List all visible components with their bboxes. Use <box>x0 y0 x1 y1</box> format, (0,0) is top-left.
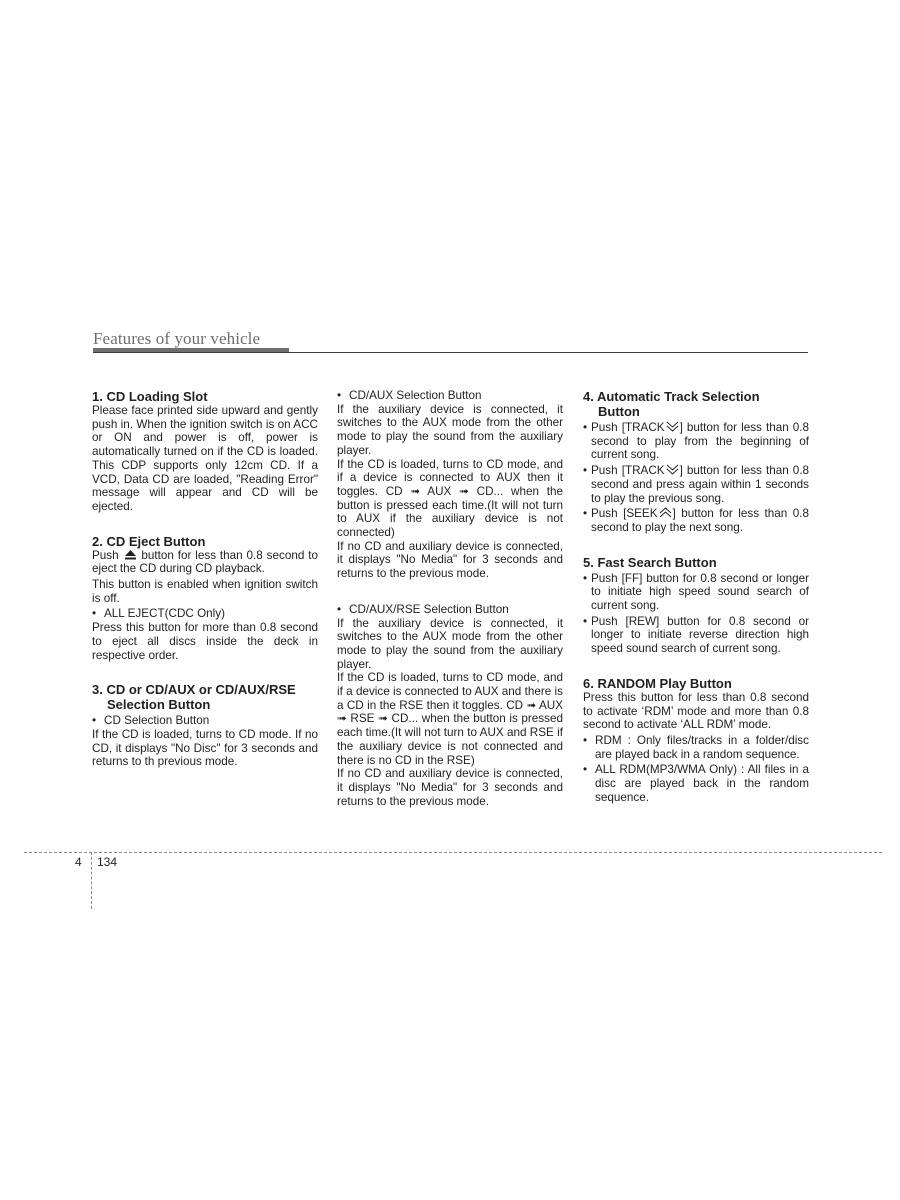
bullet-text: Push [FF] button for 0.8 second or longer to initiate high speed sound search of current song. <box>591 571 809 613</box>
bullet-text: CD/AUX Selection Button <box>349 389 482 402</box>
bullet-dot: • <box>337 389 342 402</box>
paragraph-cd-loading: Please face printed side upward and gently push in. When the ignition switch is on ACC or ON and power is off, power is automatically turned on if the CD is loaded. This CDP supports only 12cm CD. If a VCD, Data CD are loaded, "Reading Error" message will appear and CD will be ejected. <box>92 404 318 513</box>
column-middle <box>337 389 563 808</box>
bullet-dot: • <box>337 602 342 616</box>
footer-dashed-rule <box>24 852 882 853</box>
column-left <box>92 389 318 769</box>
heading-line-2: Button <box>598 404 640 419</box>
bullet-text-pre: Push [TRACK <box>591 421 665 434</box>
paragraph-all-eject: Press this button for more than 0.8 second to eject all discs inside the deck in respective order. <box>92 621 318 662</box>
list-item-cd-aux-selection <box>337 389 563 403</box>
paragraph-cd-selection: If the CD is loaded, turns to CD mode. If no CD, it displays "No Disc" for 3 seconds and returns to th previous mode. <box>92 727 318 769</box>
bullet-dot: • <box>583 571 588 585</box>
paragraph-cd-aux-3: If no CD and auxiliary device is connected, it displays "No Media" for 3 seconds and returns to the previous mode. <box>337 539 563 581</box>
paragraph-eject-enabled: This button is enabled when ignition switch is off. <box>92 578 318 605</box>
bullet-text: CD Selection Button <box>104 714 210 728</box>
bullet-text: ALL RDM(MP3/WMA Only) : All files in a disc are played back in the random sequence. <box>595 763 809 804</box>
bullet-dot: • <box>583 507 588 521</box>
paragraph-random: Press this button for less than 0.8 second to activate ‘RDM’ mode and more than 0.8 second to activate ‘ALL RDM’ mode. <box>583 690 809 732</box>
list-item-cd-aux-rse-selection <box>337 603 563 617</box>
bullet-text: Push [REW] button for 0.8 second or longer to initiate reverse direction high speed sound search of current song. <box>591 614 809 656</box>
heading-line-2: Selection Button <box>107 697 211 713</box>
paragraph-eject-push <box>92 549 318 576</box>
paragraph-cd-aux-1: If the auxiliary device is connected, it switches to the AUX mode from the other mode to play the sound from the auxiliary player. <box>337 402 563 457</box>
heading-random-play-button: 6. RANDOM Play Button <box>583 675 732 691</box>
heading-line-1: 3. CD or CD/AUX or CD/AUX/RSE <box>92 682 296 698</box>
list-item-all-rdm <box>583 763 809 804</box>
chevron-up-icon <box>659 507 672 519</box>
bullet-text-post: ] button for less than 0.8 second and press again within 1 seconds to play the previous song. <box>591 464 809 505</box>
bullet-text: ALL EJECT(CDC Only) <box>104 607 226 621</box>
list-item-seek-next <box>583 507 809 534</box>
bullet-dot: • <box>583 733 588 747</box>
chevron-down-icon <box>666 464 679 476</box>
eject-icon <box>125 550 136 560</box>
heading-fast-search-button: 5. Fast Search Button <box>583 554 717 570</box>
bullet-dot: • <box>583 614 588 628</box>
bullet-text-post: ] button for less than 0.8 second to play from the beginning of current song. <box>591 421 809 462</box>
bullet-text-pre: Push [SEEK <box>591 507 658 521</box>
heading-line-1: 4. Automatic Track Selection <box>583 389 760 404</box>
bullet-text: RDM : Only files/tracks in a folder/disc are played back in a random sequence. <box>595 733 809 761</box>
header-rule <box>93 352 808 353</box>
page-number: 134 <box>97 855 118 869</box>
column-right <box>583 389 809 804</box>
list-item-track-beginning <box>583 421 809 462</box>
heading-cd-aux-rse-selection <box>92 682 318 712</box>
paragraph-cd-aux-rse-2: If the CD is loaded, turns to CD mode, and if a device is connected to AUX and there is a CD in the RSE then it toggles. CD ➟ AUX ➟ RSE ➟ CD... when the button is pressed each time.(It will not turn to AUX and RSE if the auxiliary device is not connected and there is no CD in the RSE) <box>337 671 563 767</box>
eject-push-text: button for less than 0.8 second to eject the CD during CD playback. <box>92 548 318 576</box>
chapter-number: 4 <box>75 855 82 869</box>
list-item-cd-selection <box>92 714 318 728</box>
section-header-title: Features of your vehicle <box>93 329 261 348</box>
list-item-all-eject <box>92 607 318 621</box>
paragraph-cd-aux-rse-3: If no CD and auxiliary device is connected, it displays "No Media" for 3 seconds and returns to the previous mode. <box>337 767 563 808</box>
bullet-dot: • <box>92 607 97 621</box>
bullet-dot: • <box>583 421 588 434</box>
paragraph-cd-aux-2: If the CD is loaded, turns to CD mode, and if a device is connected to AUX then it toggles. CD ➟ AUX ➟ CD... when the button is pressed each time.(It will not turn to AUX if the auxiliary device is not connected) <box>337 457 563 540</box>
eject-push-label: Push <box>92 548 119 562</box>
list-item-rdm <box>583 734 809 761</box>
bullet-text: CD/AUX/RSE Selection Button <box>349 602 509 616</box>
bullet-dot: • <box>92 714 97 728</box>
list-item-ff <box>583 572 809 613</box>
heading-cd-loading-slot: 1. CD Loading Slot <box>92 389 208 404</box>
bullet-dot: • <box>583 763 588 777</box>
bullet-text-post: ] button for less than 0.8 second to play the next song. <box>591 507 809 534</box>
heading-automatic-track-selection <box>583 389 809 419</box>
chevron-down-icon <box>666 421 679 433</box>
paragraph-cd-aux-rse-1: If the auxiliary device is connected, it switches to the AUX mode from the other mode to play the sound from the auxiliary player. <box>337 616 563 671</box>
heading-cd-eject-button: 2. CD Eject Button <box>92 533 206 549</box>
bullet-text-pre: Push [TRACK <box>591 464 665 478</box>
footer-dashed-divider <box>91 852 92 909</box>
bullet-dot: • <box>583 464 588 478</box>
list-item-rew <box>583 615 809 656</box>
list-item-track-previous <box>583 464 809 505</box>
